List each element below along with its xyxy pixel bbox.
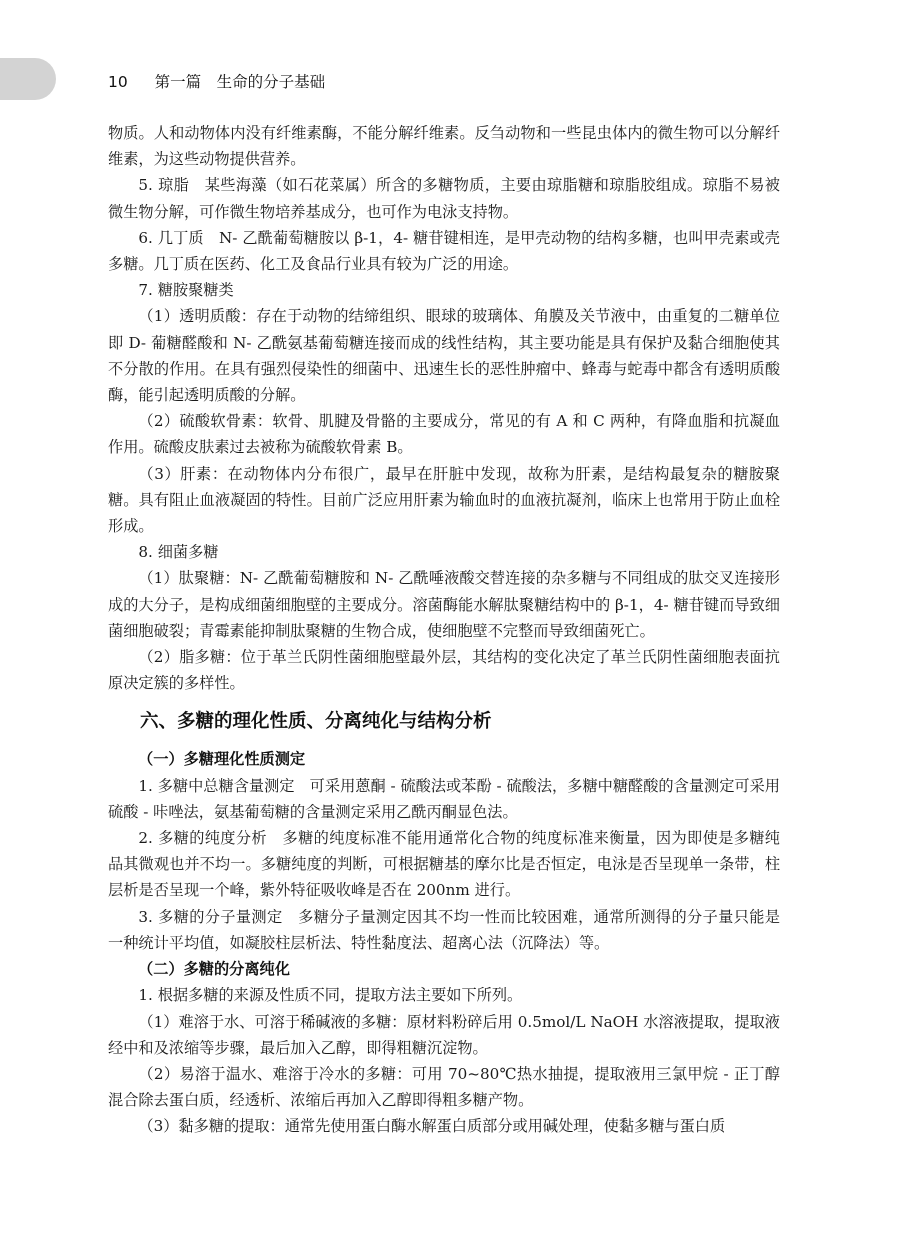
paragraph: （3）肝素：在动物体内分布很广，最早在肝脏中发现，故称为肝素，是结构最复杂的糖胺聚糖。具有阻止血液凝固的特性。目前广泛应用肝素为输血时的血液抗凝剂，临床上也常用于防止血栓形成。 (108, 464, 780, 536)
paragraph: （1）难溶于水、可溶于稀碱液的多糖：原材料粉碎后用 0.5mol/L NaOH 水溶液提取，提取液经中和及浓缩等步骤，最后加入乙醇，即得粗糖沉淀物。 (108, 1012, 780, 1057)
paragraph: 1. 根据多糖的来源及性质不同，提取方法主要如下所列。 (138, 986, 523, 1005)
paragraph: 2. 多糖的纯度分析 多糖的纯度标准不能用通常化合物的纯度标准来衡量，因为即使是多糖纯品其微观也并不均一。多糖纯度的判断，可根据糖基的摩尔比是否恒定，电泳是否呈现单一条带，柱层析是否呈现一个峰，紫外特征吸收峰是否在 200nm 进行。 (108, 829, 780, 900)
paragraph: （2）硫酸软骨素：软骨、肌腱及骨骼的主要成分，常见的有 A 和 C 两种，有降血脂和抗凝血作用。硫酸皮肤素过去被称为硫酸软骨素 B。 (108, 412, 780, 457)
paragraph: 1. 多糖中总糖含量测定 可采用蒽酮 - 硫酸法或苯酚 - 硫酸法，多糖中糖醛酸的含量测定可采用硫酸 - 咔唑法，氨基葡萄糖的含量测定采用乙酰丙酮显色法。 (108, 776, 780, 821)
page-body (108, 120, 780, 1140)
page-number: 10 (108, 73, 128, 91)
running-header (108, 70, 325, 92)
section-heading: 六、多糖的理化性质、分离纯化与结构分析 (140, 711, 492, 733)
paragraph: 5. 琼脂 某些海藻（如石花菜属）所含的多糖物质，主要由琼脂糖和琼脂胶组成。琼脂不易被微生物分解，可作微生物培养基成分，也可作为电泳支持物。 (108, 176, 780, 221)
subsection-heading: （一）多糖理化性质测定 (138, 750, 306, 769)
paragraph: （1）透明质酸：存在于动物的结缔组织、眼球的玻璃体、角膜及关节液中，由重复的二糖单位即 D- 葡糖醛酸和 N- 乙酰氨基葡萄糖连接而成的线性结构，其主要功能是具有保护及黏合细胞使其不分散的作用。在具有强烈侵染性的细菌中、迅速生长的恶性肿瘤中、蜂毒与蛇毒中都含有透明质酸酶，能引起透明质酸的分解。 (108, 307, 780, 405)
paragraph: 物质。人和动物体内没有纤维素酶，不能分解纤维素。反刍动物和一些昆虫体内的微生物可以分解纤维素，为这些动物提供营养。 (108, 124, 780, 169)
section-title: 第一篇 生命的分子基础 (154, 73, 326, 91)
paragraph: 3. 多糖的分子量测定 多糖分子量测定因其不均一性而比较困难，通常所测得的分子量只能是一种统计平均值，如凝胶柱层析法、特性黏度法、超离心法（沉降法）等。 (108, 907, 780, 952)
paragraph: （1）肽聚糖：N- 乙酰葡萄糖胺和 N- 乙酰唾液酸交替连接的杂多糖与不同组成的肽交叉连接形成的大分子，是构成细菌细胞壁的主要成分。溶菌酶能水解肽聚糖结构中的 β-1，4- 糖苷键而导致细菌细胞破裂；青霉素能抑制肽聚糖的生物合成，使细胞壁不完整而导致细菌死亡。 (108, 569, 780, 640)
paragraph: 7. 糖胺聚糖类 (138, 281, 234, 300)
paragraph: （2）脂多糖：位于革兰氏阴性菌细胞壁最外层，其结构的变化决定了革兰氏阴性菌细胞表面抗原决定簇的多样性。 (108, 648, 780, 693)
paragraph: 8. 细菌多糖 (138, 543, 219, 562)
paragraph: 6. 几丁质 N- 乙酰葡萄糖胺以 β-1，4- 糖苷键相连，是甲壳动物的结构多糖，也叫甲壳素或壳多糖。几丁质在医药、化工及食品行业具有较为广泛的用途。 (108, 228, 780, 274)
page-edge-tab (0, 58, 56, 100)
paragraph: （3）黏多糖的提取：通常先使用蛋白酶水解蛋白质部分或用碱处理，使黏多糖与蛋白质 (138, 1117, 726, 1136)
paragraph: （2）易溶于温水、难溶于冷水的多糖：可用 70~80℃热水抽提，提取液用三氯甲烷 - 正丁醇混合除去蛋白质，经透析、浓缩后再加入乙醇即得粗多糖产物。 (108, 1064, 780, 1110)
subsection-heading: （二）多糖的分离纯化 (138, 960, 290, 979)
